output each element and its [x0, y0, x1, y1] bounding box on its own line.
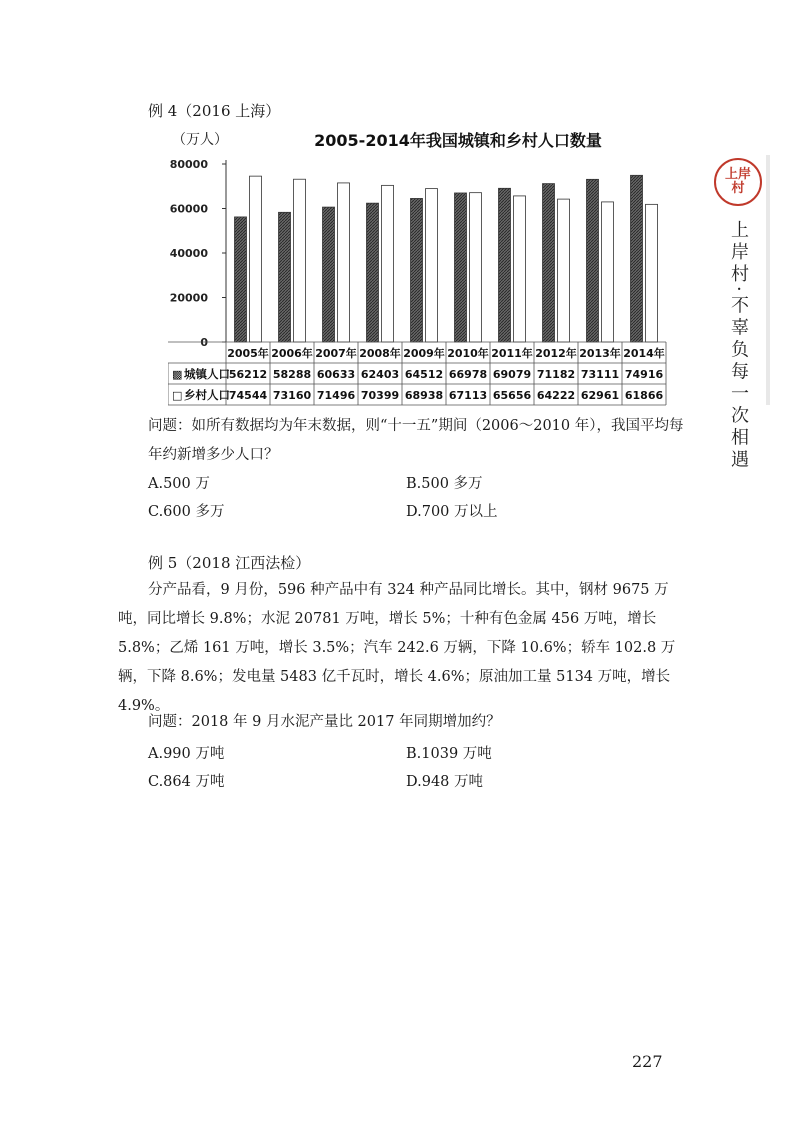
data-label: 71182: [536, 368, 576, 381]
bars-group: [235, 175, 658, 342]
population-chart: [168, 128, 668, 406]
data-label: 71496: [316, 389, 356, 402]
data-label: 70399: [360, 389, 400, 402]
option-d: D.948 万吨: [406, 774, 484, 790]
x-category-label: 2014年: [623, 347, 665, 360]
data-label: 64222: [536, 389, 576, 402]
option-a: A.500 万: [148, 476, 210, 492]
legend-marker: ▩: [172, 368, 183, 381]
x-category-label: 2005年: [227, 347, 269, 360]
legend-marker: □: [172, 389, 183, 402]
bar-rural: [514, 196, 526, 342]
option-c: C.600 多万: [148, 504, 225, 520]
y-axis: [170, 158, 226, 349]
bar-urban: [235, 217, 247, 342]
seal-line-2: 村: [731, 181, 745, 196]
x-category-label: 2011年: [491, 347, 533, 360]
x-category-label: 2012年: [535, 347, 577, 360]
data-label: 73111: [580, 368, 620, 381]
option-b: B.500 多万: [406, 476, 483, 492]
option-c: C.864 万吨: [148, 774, 225, 790]
example-4-title: 例 4（2016 上海）: [148, 102, 281, 120]
bar-urban: [499, 188, 511, 342]
data-label: 62961: [580, 389, 620, 402]
example-5-title: 例 5（2018 江西法检）: [148, 554, 311, 572]
data-table: [168, 342, 666, 405]
bar-urban: [543, 184, 555, 342]
page-number: 227: [632, 1052, 663, 1071]
side-slogan: 上岸村·不辜负每一次相遇: [728, 220, 749, 472]
bar-urban: [323, 207, 335, 342]
bar-urban: [631, 175, 643, 342]
x-category-label: 2010年: [447, 347, 489, 360]
bar-rural: [294, 179, 306, 342]
data-label: 69079: [492, 368, 532, 381]
data-label: 58288: [272, 368, 312, 381]
data-label: 74544: [228, 389, 268, 402]
bar-rural: [338, 183, 350, 342]
data-label: 61866: [624, 389, 664, 402]
question-text: 问题：如所有数据均为年末数据，则“十一五”期间（2006～2010 年），我国平均每年约新增多少人口？: [148, 418, 684, 463]
bar-rural: [470, 193, 482, 342]
question-text: 问题：2018 年 9 月水泥产量比 2017 年同期增加约？: [148, 714, 501, 730]
legend-entry: 城镇人口: [184, 367, 230, 381]
data-label: 68938: [404, 389, 444, 402]
example-5-question: [118, 708, 690, 737]
side-rule: [766, 155, 770, 405]
option-a: A.990 万吨: [148, 746, 225, 762]
y-tick-label: 20000: [169, 291, 208, 305]
bar-urban: [279, 212, 291, 342]
data-label: 74916: [624, 368, 664, 381]
seal-line-1: 上岸: [724, 167, 751, 182]
x-category-label: 2007年: [315, 347, 357, 360]
bar-rural: [382, 185, 394, 342]
option-b: B.1039 万吨: [406, 746, 492, 762]
data-label: 62403: [360, 368, 400, 381]
side-tab: [710, 158, 766, 472]
data-label: 56212: [228, 368, 268, 381]
legend-entry: 乡村人口: [184, 388, 230, 402]
data-label: 60633: [316, 368, 356, 381]
data-label: 73160: [272, 389, 312, 402]
example-5-paragraph: 分产品看，9 月份，596 种产品中有 324 种产品同比增长。其中，钢材 9675 万吨，同比增长 9.8%；水泥 20781 万吨，增长 5%；十种有色金属 456 万吨，增长 5.8%；乙烯 161 万吨，增长 3.5%；汽车 242.6 万辆，下降 10.6%；轿车 102.8 万辆，下降 8.6%；发电量 5483 亿千瓦时，增长 4.6%；原油加工量 5134 万吨，增长 4.9%。: [118, 582, 676, 714]
y-tick-label: 60000: [169, 202, 208, 216]
data-label: 64512: [404, 368, 444, 381]
y-tick-label: 80000: [169, 158, 208, 171]
option-d: D.700 万以上: [406, 504, 498, 520]
y-tick-label: 0: [200, 336, 208, 349]
chart-title: 2005-2014年我国城镇和乡村人口数量: [314, 131, 602, 150]
bar-urban: [455, 193, 467, 342]
data-label: 65656: [492, 389, 532, 402]
x-category-label: 2008年: [359, 347, 401, 360]
bar-urban: [587, 179, 599, 342]
data-label: 67113: [448, 389, 488, 402]
bar-rural: [558, 199, 570, 342]
bar-rural: [602, 202, 614, 342]
x-category-label: 2009年: [403, 347, 445, 360]
logo-seal: [714, 158, 762, 206]
example-4-question: [118, 412, 690, 470]
x-category-label: 2013年: [579, 347, 621, 360]
bar-urban: [411, 198, 423, 342]
bar-rural: [250, 176, 262, 342]
chart-unit-label: （万人）: [172, 132, 228, 148]
y-tick-label: 40000: [169, 247, 208, 260]
x-category-label: 2006年: [271, 347, 313, 360]
data-label: 66978: [448, 368, 488, 381]
bar-rural: [426, 189, 438, 342]
bar-urban: [367, 203, 379, 342]
bar-rural: [646, 204, 658, 342]
